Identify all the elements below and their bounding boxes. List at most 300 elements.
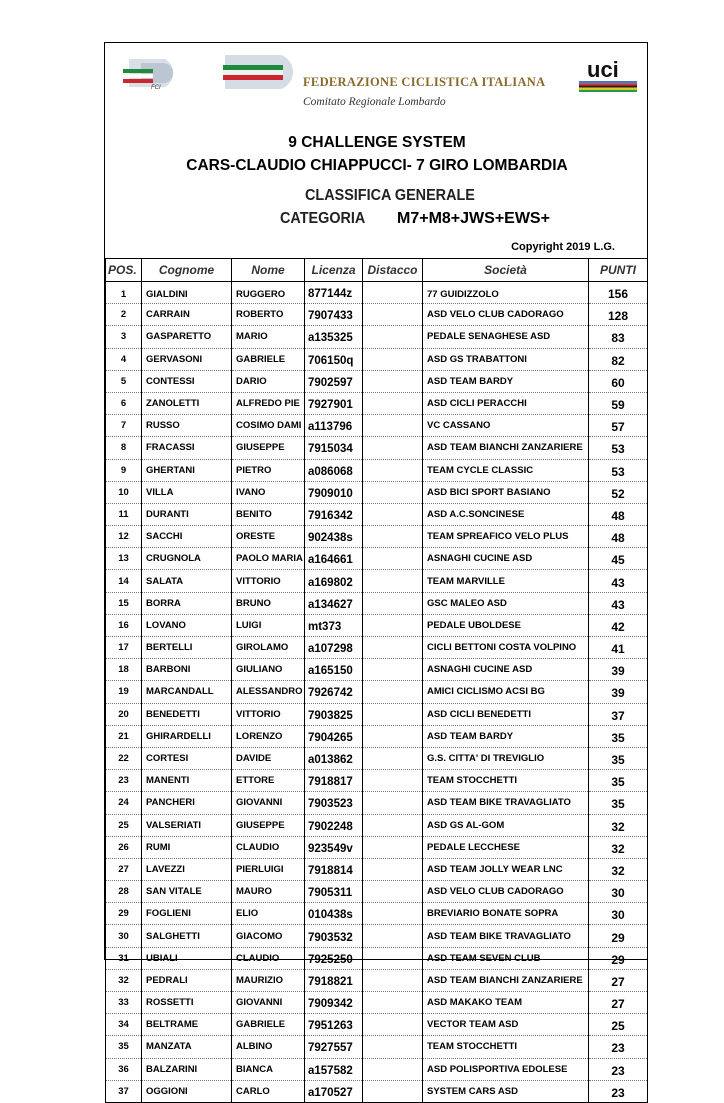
cell-gap (363, 681, 423, 703)
table-row (106, 503, 648, 525)
cell-license: mt373 (305, 614, 363, 636)
cell-position: 32 (106, 969, 142, 991)
cell-points: 48 (589, 526, 648, 548)
cell-position: 4 (106, 348, 142, 370)
cell-gap (363, 392, 423, 414)
uci-logo-icon (573, 53, 643, 93)
cell-gap (363, 925, 423, 947)
cell-first-name: ETTORE (232, 770, 305, 792)
cell-points: 82 (589, 348, 648, 370)
cell-points: 43 (589, 592, 648, 614)
cell-points: 32 (589, 836, 648, 858)
cell-license: 706150q (305, 348, 363, 370)
cell-surname: CORTESI (142, 747, 232, 769)
cell-first-name: GABRIELE (232, 348, 305, 370)
cell-points: 156 (589, 282, 648, 304)
table-row (106, 437, 648, 459)
fci-banner-icon (219, 51, 309, 91)
cell-first-name: CLAUDIO (232, 836, 305, 858)
cell-gap (363, 437, 423, 459)
cell-team: TEAM SPREAFICO VELO PLUS (423, 526, 589, 548)
cell-first-name: VITTORIO (232, 703, 305, 725)
table-row (106, 903, 648, 925)
cell-team: TEAM STOCCHETTI (423, 1036, 589, 1058)
cell-team: ASNAGHI CUCINE ASD (423, 548, 589, 570)
cell-points: 35 (589, 770, 648, 792)
cell-first-name: RUGGERO (232, 282, 305, 304)
cell-gap (363, 614, 423, 636)
table-row (106, 792, 648, 814)
cell-team: VECTOR TEAM ASD (423, 1014, 589, 1036)
cell-position: 10 (106, 481, 142, 503)
categoria-value: M7+M8+JWS+EWS+ (397, 210, 550, 227)
table-row (106, 836, 648, 858)
cell-gap (363, 415, 423, 437)
col-header-cognome: Cognome (142, 259, 232, 282)
cell-surname: VALSERIATI (142, 814, 232, 836)
cell-surname: VILLA (142, 481, 232, 503)
cell-team: ASD TEAM BIANCHI ZANZARIERE (423, 969, 589, 991)
table-row (106, 1036, 648, 1058)
cell-license: 7902248 (305, 814, 363, 836)
cell-surname: MARCANDALL (142, 681, 232, 703)
cell-team: SYSTEM CARS ASD (423, 1080, 589, 1102)
cell-first-name: LUIGI (232, 614, 305, 636)
cell-gap (363, 1014, 423, 1036)
cell-points: 128 (589, 304, 648, 326)
cell-team: PEDALE SENAGHESE ASD (423, 326, 589, 348)
table-row (106, 1080, 648, 1102)
col-header-nome: Nome (232, 259, 305, 282)
cell-license: 7925250 (305, 947, 363, 969)
cell-gap (363, 747, 423, 769)
cell-license: 7918817 (305, 770, 363, 792)
cell-surname: BARBONI (142, 659, 232, 681)
table-row (106, 282, 648, 304)
cell-license: a086068 (305, 459, 363, 481)
cell-license: 923549v (305, 836, 363, 858)
cell-position: 34 (106, 1014, 142, 1036)
cell-team: ASD CICLI BENEDETTI (423, 703, 589, 725)
cell-team: 77 GUIDIZZOLO (423, 282, 589, 304)
cell-position: 19 (106, 681, 142, 703)
cell-position: 35 (106, 1036, 142, 1058)
cell-license: a134627 (305, 592, 363, 614)
cell-position: 25 (106, 814, 142, 836)
cell-first-name: MAURO (232, 881, 305, 903)
cell-team: ASD BICI SPORT BASIANO (423, 481, 589, 503)
table-row (106, 370, 648, 392)
table-row (106, 548, 648, 570)
cell-license: 7903825 (305, 703, 363, 725)
table-row (106, 725, 648, 747)
table-row (106, 969, 648, 991)
cell-license: 7909342 (305, 992, 363, 1014)
cell-points: 35 (589, 725, 648, 747)
cell-position: 23 (106, 770, 142, 792)
cell-team: ASD MAKAKO TEAM (423, 992, 589, 1014)
cell-surname: BENEDETTI (142, 703, 232, 725)
cell-team: ASD TEAM SEVEN CLUB (423, 947, 589, 969)
cell-surname: CONTESSI (142, 370, 232, 392)
col-header-punti: PUNTI (589, 259, 648, 282)
table-row (106, 614, 648, 636)
cell-license: 7927557 (305, 1036, 363, 1058)
cell-points: 23 (589, 1036, 648, 1058)
table-row (106, 681, 648, 703)
cell-position: 37 (106, 1080, 142, 1102)
cell-first-name: ROBERTO (232, 304, 305, 326)
cell-position: 18 (106, 659, 142, 681)
table-row (106, 481, 648, 503)
cell-surname: OGGIONI (142, 1080, 232, 1102)
cell-surname: ZANOLETTI (142, 392, 232, 414)
cell-position: 29 (106, 903, 142, 925)
cell-points: 43 (589, 570, 648, 592)
cell-license: 7903532 (305, 925, 363, 947)
cell-license: 7903523 (305, 792, 363, 814)
cell-surname: SAN VITALE (142, 881, 232, 903)
cell-first-name: CLAUDIO (232, 947, 305, 969)
cell-license: 7915034 (305, 437, 363, 459)
cell-surname: RUMI (142, 836, 232, 858)
cell-team: ASD TEAM BIKE TRAVAGLIATO (423, 925, 589, 947)
cell-first-name: GIROLAMO (232, 637, 305, 659)
cell-first-name: CARLO (232, 1080, 305, 1102)
cell-gap (363, 858, 423, 880)
cell-surname: CARRAIN (142, 304, 232, 326)
cell-license: 7918814 (305, 858, 363, 880)
cell-position: 14 (106, 570, 142, 592)
cell-team: TEAM MARVILLE (423, 570, 589, 592)
cell-gap (363, 526, 423, 548)
cell-first-name: PIETRO (232, 459, 305, 481)
col-header-societa: Società (423, 259, 589, 282)
cell-surname: ROSSETTI (142, 992, 232, 1014)
cell-position: 22 (106, 747, 142, 769)
cell-surname: DURANTI (142, 503, 232, 525)
cell-first-name: GIUSEPPE (232, 437, 305, 459)
table-row (106, 925, 648, 947)
cell-license: 7951263 (305, 1014, 363, 1036)
cell-gap (363, 481, 423, 503)
committee-name: Comitato Regionale Lombardo (303, 96, 446, 108)
cell-first-name: VITTORIO (232, 570, 305, 592)
federation-name: FEDERAZIONE CICLISTICA ITALIANA (303, 75, 546, 89)
fci-logo-icon (115, 53, 185, 93)
cell-first-name: GIULIANO (232, 659, 305, 681)
cell-points: 45 (589, 548, 648, 570)
cell-team: BREVIARIO BONATE SOPRA (423, 903, 589, 925)
cell-first-name: GABRIELE (232, 1014, 305, 1036)
event-title-line2: CARS-CLAUDIO CHIAPPUCCI- 7 GIRO LOMBARDIA (186, 157, 568, 174)
cell-gap (363, 770, 423, 792)
cell-points: 39 (589, 659, 648, 681)
cell-license: a165150 (305, 659, 363, 681)
col-header-distacco: Distacco (363, 259, 423, 282)
cell-surname: GHIRARDELLI (142, 725, 232, 747)
results-sheet (104, 42, 648, 1100)
cell-team: ASD A.C.SONCINESE (423, 503, 589, 525)
cell-position: 30 (106, 925, 142, 947)
cell-team: CICLI BETTONI COSTA VOLPINO (423, 637, 589, 659)
cell-gap (363, 370, 423, 392)
cell-team: ASD CICLI PERACCHI (423, 392, 589, 414)
table-row (106, 747, 648, 769)
cell-first-name: BENITO (232, 503, 305, 525)
cell-position: 27 (106, 858, 142, 880)
event-title-line1: 9 CHALLENGE SYSTEM (288, 134, 466, 151)
cell-surname: GHERTANI (142, 459, 232, 481)
cell-position: 15 (106, 592, 142, 614)
table-row (106, 858, 648, 880)
cell-position: 13 (106, 548, 142, 570)
table-row (106, 659, 648, 681)
table-row (106, 526, 648, 548)
cell-points: 37 (589, 703, 648, 725)
cell-points: 59 (589, 392, 648, 414)
cell-points: 25 (589, 1014, 648, 1036)
cell-gap (363, 725, 423, 747)
cell-team: VC CASSANO (423, 415, 589, 437)
results-table (105, 258, 648, 1103)
cell-team: AMICI CICLISMO ACSI BG (423, 681, 589, 703)
cell-gap (363, 969, 423, 991)
cell-position: 36 (106, 1058, 142, 1080)
classifica-heading: CLASSIFICA GENERALE (305, 187, 475, 204)
svg-text:uci: uci (587, 57, 619, 82)
cell-surname: BERTELLI (142, 637, 232, 659)
table-row (106, 415, 648, 437)
categoria-label: CATEGORIA (280, 210, 366, 227)
table-header-row (106, 259, 648, 282)
cell-points: 52 (589, 481, 648, 503)
cell-points: 27 (589, 992, 648, 1014)
cell-gap (363, 348, 423, 370)
col-header-licenza: Licenza (305, 259, 363, 282)
cell-first-name: LORENZO (232, 725, 305, 747)
cell-license: 877144z (305, 282, 363, 304)
cell-team: ASD TEAM BIKE TRAVAGLIATO (423, 792, 589, 814)
cell-license: 7927901 (305, 392, 363, 414)
cell-points: 27 (589, 969, 648, 991)
table-row (106, 881, 648, 903)
table-row (106, 770, 648, 792)
cell-gap (363, 592, 423, 614)
cell-gap (363, 992, 423, 1014)
cell-points: 23 (589, 1080, 648, 1102)
cell-position: 7 (106, 415, 142, 437)
cell-team: PEDALE LECCHESE (423, 836, 589, 858)
cell-surname: BORRA (142, 592, 232, 614)
cell-team: ASD TEAM BIANCHI ZANZARIERE (423, 437, 589, 459)
cell-first-name: BIANCA (232, 1058, 305, 1080)
cell-team: ASNAGHI CUCINE ASD (423, 659, 589, 681)
cell-position: 28 (106, 881, 142, 903)
cell-team: ASD TEAM JOLLY WEAR LNC (423, 858, 589, 880)
cell-points: 53 (589, 459, 648, 481)
cell-points: 23 (589, 1058, 648, 1080)
cell-team: GSC MALEO ASD (423, 592, 589, 614)
cell-surname: FOGLIENI (142, 903, 232, 925)
cell-surname: PANCHERI (142, 792, 232, 814)
cell-position: 31 (106, 947, 142, 969)
cell-gap (363, 326, 423, 348)
cell-first-name: MARIO (232, 326, 305, 348)
cell-points: 32 (589, 858, 648, 880)
cell-position: 24 (106, 792, 142, 814)
cell-first-name: DARIO (232, 370, 305, 392)
cell-surname: LAVEZZI (142, 858, 232, 880)
table-row (106, 459, 648, 481)
cell-points: 35 (589, 792, 648, 814)
cell-first-name: PIERLUIGI (232, 858, 305, 880)
table-row (106, 637, 648, 659)
cell-surname: CRUGNOLA (142, 548, 232, 570)
svg-text:FCI: FCI (151, 85, 161, 91)
cell-surname: GIALDINI (142, 282, 232, 304)
results-body (106, 282, 648, 1103)
cell-surname: UBIALI (142, 947, 232, 969)
cell-gap (363, 304, 423, 326)
cell-license: 7926742 (305, 681, 363, 703)
cell-surname: SACCHI (142, 526, 232, 548)
cell-first-name: DAVIDE (232, 747, 305, 769)
cell-gap (363, 1036, 423, 1058)
cell-position: 8 (106, 437, 142, 459)
cell-position: 9 (106, 459, 142, 481)
cell-license: a135325 (305, 326, 363, 348)
cell-team: TEAM STOCCHETTI (423, 770, 589, 792)
cell-position: 2 (106, 304, 142, 326)
table-row (106, 703, 648, 725)
cell-license: 010438s (305, 903, 363, 925)
cell-points: 57 (589, 415, 648, 437)
cell-license: 7904265 (305, 725, 363, 747)
cell-gap (363, 814, 423, 836)
cell-surname: GASPARETTO (142, 326, 232, 348)
cell-points: 42 (589, 614, 648, 636)
table-row (106, 592, 648, 614)
table-row (106, 814, 648, 836)
table-row (106, 1014, 648, 1036)
cell-first-name: ORESTE (232, 526, 305, 548)
cell-surname: BELTRAME (142, 1014, 232, 1036)
cell-surname: FRACASSI (142, 437, 232, 459)
cell-team: G.S. CITTA' DI TREVIGLIO (423, 747, 589, 769)
cell-license: a164661 (305, 548, 363, 570)
cell-surname: LOVANO (142, 614, 232, 636)
cell-gap (363, 1080, 423, 1102)
cell-position: 5 (106, 370, 142, 392)
cell-gap (363, 659, 423, 681)
cell-gap (363, 836, 423, 858)
cell-surname: RUSSO (142, 415, 232, 437)
cell-points: 29 (589, 947, 648, 969)
cell-gap (363, 947, 423, 969)
cell-first-name: ELIO (232, 903, 305, 925)
cell-first-name: GIACOMO (232, 925, 305, 947)
cell-points: 35 (589, 747, 648, 769)
cell-position: 21 (106, 725, 142, 747)
cell-points: 60 (589, 370, 648, 392)
col-header-pos: POS. (106, 259, 142, 282)
table-row (106, 326, 648, 348)
cell-surname: SALGHETTI (142, 925, 232, 947)
copyright: Copyright 2019 L.G. (511, 241, 615, 253)
cell-first-name: ALESSANDRO (232, 681, 305, 703)
cell-points: 41 (589, 637, 648, 659)
table-row (106, 392, 648, 414)
cell-team: ASD TEAM BARDY (423, 370, 589, 392)
cell-points: 39 (589, 681, 648, 703)
cell-first-name: COSIMO DAMI (232, 415, 305, 437)
cell-license: 7907433 (305, 304, 363, 326)
cell-license: 7918821 (305, 969, 363, 991)
cell-points: 48 (589, 503, 648, 525)
cell-license: 7916342 (305, 503, 363, 525)
cell-gap (363, 637, 423, 659)
cell-position: 20 (106, 703, 142, 725)
cell-gap (363, 570, 423, 592)
cell-team: ASD VELO CLUB CADORAGO (423, 304, 589, 326)
cell-position: 26 (106, 836, 142, 858)
cell-points: 53 (589, 437, 648, 459)
cell-first-name: PAOLO MARIA (232, 548, 305, 570)
cell-license: 7909010 (305, 481, 363, 503)
table-row (106, 348, 648, 370)
cell-points: 32 (589, 814, 648, 836)
cell-team: ASD POLISPORTIVA EDOLESE (423, 1058, 589, 1080)
cell-license: a169802 (305, 570, 363, 592)
cell-points: 30 (589, 903, 648, 925)
cell-gap (363, 792, 423, 814)
cell-license: a157582 (305, 1058, 363, 1080)
cell-license: 7902597 (305, 370, 363, 392)
cell-position: 1 (106, 282, 142, 304)
cell-position: 3 (106, 326, 142, 348)
cell-surname: BALZARINI (142, 1058, 232, 1080)
table-row (106, 1058, 648, 1080)
cell-team: ASD TEAM BARDY (423, 725, 589, 747)
cell-gap (363, 548, 423, 570)
cell-surname: GERVASONI (142, 348, 232, 370)
cell-position: 11 (106, 503, 142, 525)
cell-gap (363, 703, 423, 725)
cell-points: 29 (589, 925, 648, 947)
cell-first-name: ALBINO (232, 1036, 305, 1058)
cell-license: a107298 (305, 637, 363, 659)
cell-first-name: ALFREDO PIE (232, 392, 305, 414)
cell-position: 12 (106, 526, 142, 548)
cell-team: TEAM CYCLE CLASSIC (423, 459, 589, 481)
cell-gap (363, 503, 423, 525)
cell-position: 16 (106, 614, 142, 636)
cell-license: 902438s (305, 526, 363, 548)
cell-first-name: GIUSEPPE (232, 814, 305, 836)
cell-gap (363, 282, 423, 304)
cell-position: 6 (106, 392, 142, 414)
cell-gap (363, 903, 423, 925)
cell-gap (363, 1058, 423, 1080)
cell-first-name: GIOVANNI (232, 792, 305, 814)
cell-first-name: GIOVANNI (232, 992, 305, 1014)
cell-license: a013862 (305, 747, 363, 769)
cell-surname: PEDRALI (142, 969, 232, 991)
cell-first-name: MAURIZIO (232, 969, 305, 991)
cell-position: 33 (106, 992, 142, 1014)
cell-team: PEDALE UBOLDESE (423, 614, 589, 636)
